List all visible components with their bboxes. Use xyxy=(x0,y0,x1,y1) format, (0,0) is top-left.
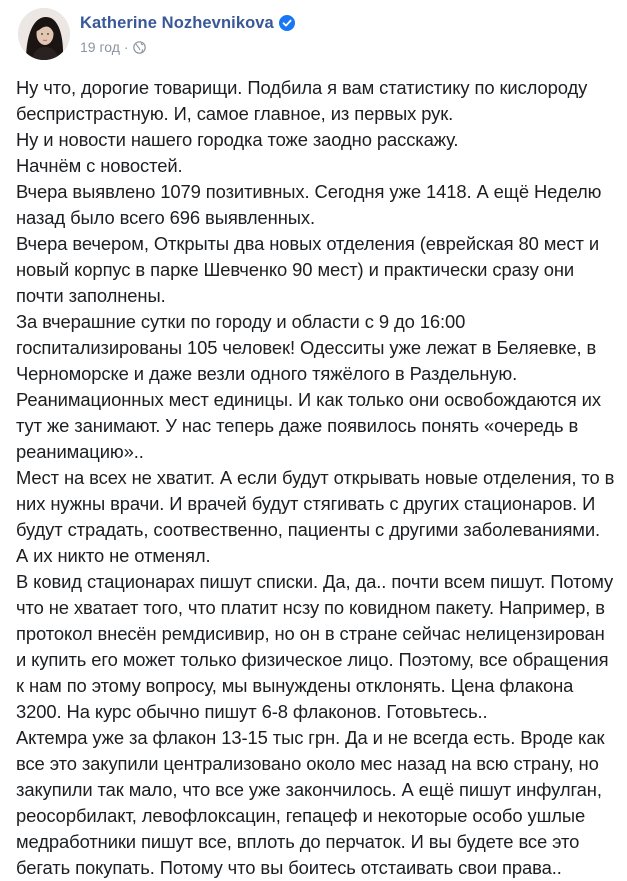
meta-separator: · xyxy=(123,39,129,55)
author-row xyxy=(80,12,295,34)
avatar[interactable] xyxy=(18,8,70,60)
post-paragraph: Актемра уже за флакон 13-15 тыс грн. Да и не всегда есть. Вроде как все это закупили централизовано около мес назад на всю страну, но закупили так мало, что все уже закончилось. А ещё пишут инфулган, реосорбилакт, левофлоксацин, гепацеф и некоторые особо ушлые медработники пишут все, вплоть до перчаток. И вы будете все это бегать покупать. Потому что вы боитесь отстаивать свои права.. xyxy=(16,727,605,878)
post-paragraph: В ковид стационарах пишут списки. Да, да.. почти всем пишут. Потому что не хватает того, что платит нсзу по ковидном пакету. Например, в протокол внесён ремдисивир, но он в стране сейчас нелицензирован и купить его может только физическое лицо. Поэтому, все обращения к нам по этому вопросу, мы вынуждены отклонять. Цена флакона 3200. На курс обычно пишут 6-8 флаконов. Готовьтесь.. xyxy=(16,571,614,722)
post-header xyxy=(18,8,295,64)
post-meta xyxy=(80,8,295,56)
post-paragraph: Реанимационных мест единицы. И как только они освобождаются их тут же занимают. У нас теперь даже появилось понять «очередь в реанимацию».. xyxy=(16,389,601,462)
profile-photo-icon xyxy=(18,8,70,60)
timestamp-row xyxy=(80,38,295,56)
post-paragraph: Вчера вечером, Открыты два новых отделения (еврейская 80 мест и новый корпус в парке Шевченко 90 мест) и практически сразу они почти заполнены. xyxy=(16,233,599,306)
post-paragraph: Начнём с новостей. xyxy=(16,155,183,176)
post-paragraph: Мест на всех не хватит. А если будут открывать новые отделения, то в них нужны врачи. И врачей будут стягивать с других стационаров. И будут страдать, соотвественно, пациенты с другими заболеваниями. А их никто не отменял. xyxy=(16,467,615,566)
author-name[interactable]: Katherine Nozhevnikova xyxy=(80,13,274,32)
post-paragraph: За вчерашние сутки по городу и области с 9 до 16:00 госпитализированы 105 человек! Одесситы уже лежат в Беляевке, в Черноморске и даже везли одного тяжёлого в Раздельную. xyxy=(16,311,597,384)
post-paragraph: Ну и новости нашего городка тоже заодно расскажу. xyxy=(16,129,459,150)
post-paragraph: Вчера выявлено 1079 позитивных. Сегодня уже 1418. А ещё Неделю назад было всего 696 выявленных. xyxy=(16,181,602,228)
post-text xyxy=(16,75,616,881)
post-paragraph: Ну что, дорогие товарищи. Подбила я вам статистику по кислороду беспристрастную. И, самое главное, из первых рук. xyxy=(16,77,588,124)
verified-badge-icon xyxy=(279,15,295,31)
globe-icon[interactable] xyxy=(133,41,146,54)
post-timestamp[interactable]: 19 год xyxy=(80,39,120,55)
